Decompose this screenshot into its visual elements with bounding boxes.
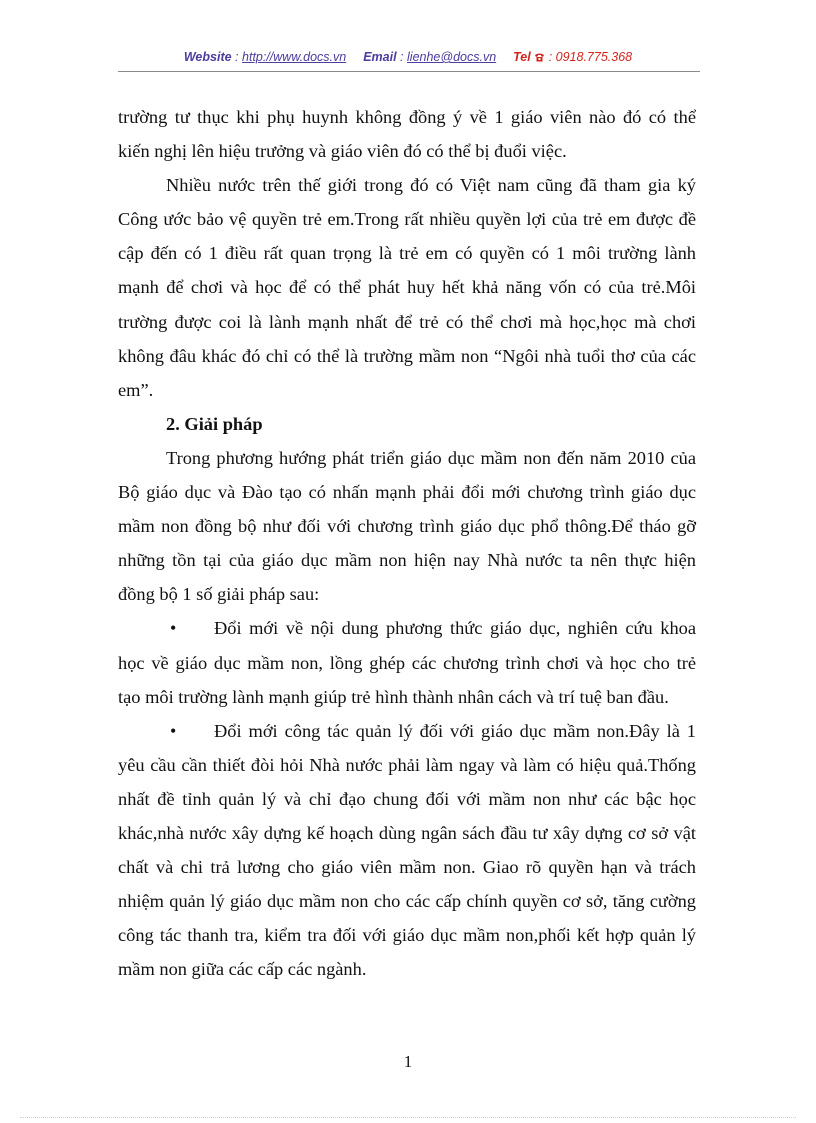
text-line: Bộ giáo dục và Đào tạo có nhấn mạnh phải đổi mới chương trình giáo dục xyxy=(118,482,696,503)
website-colon: : xyxy=(235,50,239,64)
bullet-icon: • xyxy=(170,720,177,741)
text-line: tạo môi trường lành mạnh giúp trẻ hình thành nhân cách và trí tuệ ban đầu. xyxy=(118,686,669,707)
text-line: nhất đề tỉnh quản lý và chỉ đạo chung đối với mầm non như các bậc học xyxy=(118,788,696,809)
document-body xyxy=(118,100,696,986)
text-line: mạnh để chơi và học để có thể phát huy hết khả năng vốn có của trẻ.Môi xyxy=(118,277,696,298)
text-line: Đổi mới về nội dung phương thức giáo dục, nghiên cứu khoa xyxy=(214,618,696,639)
tel-number: : 0918.775.368 xyxy=(548,50,633,64)
text-line: cập đến có 1 điều rất quan trọng là trẻ em có quyền có 1 môi trường lành xyxy=(118,243,696,264)
text-line: Nhiều nước trên thế giới trong đó có Việt nam cũng đã tham gia ký xyxy=(166,175,696,196)
paragraph-2 xyxy=(118,168,696,407)
section-heading: 2. Giải pháp xyxy=(166,413,263,434)
text-line: học về giáo dục mầm non, lồng ghép các chương trình chơi và học cho trẻ xyxy=(118,652,696,673)
text-line: Trong phương hướng phát triển giáo dục mầm non đến năm 2010 của xyxy=(166,447,696,468)
text-line: không đâu khác đó chỉ có thể là trường mầm non “Ngôi nhà tuổi thơ của các xyxy=(118,345,696,366)
text-line: Đổi mới công tác quản lý đối với giáo dục mầm non.Đây là 1 xyxy=(214,720,696,741)
email-label: Email xyxy=(363,50,397,64)
text-line: em”. xyxy=(118,379,154,400)
page-bottom-divider xyxy=(20,1117,796,1118)
page-header xyxy=(0,50,816,64)
text-line: nhiệm quản lý giáo dục mầm non cho các cấp chính quyền cơ sở, tăng cường xyxy=(118,891,696,912)
bullet-icon: • xyxy=(170,618,177,639)
text-line: yêu cầu cần thiết đòi hỏi Nhà nước phải làm ngay và làm có hiệu quả.Thống xyxy=(118,754,696,775)
text-line: những tồn tại của giáo dục mầm non hiện nay Nhà nước ta nên thực hiện xyxy=(118,550,696,571)
text-line: chất và chi trả lương cho giáo viên mầm non. Giao rõ quyền hạn và trách xyxy=(118,857,696,878)
paragraph-3 xyxy=(118,441,696,611)
text-line: công tác thanh tra, kiểm tra đối với giáo dục mầm non,phối kết hợp quản lý xyxy=(118,925,696,946)
text-line: mầm non đồng bộ như đối với chương trình giáo dục phổ thông.Để tháo gỡ xyxy=(118,516,696,537)
bullet-item-1 xyxy=(118,611,696,713)
text-line: trường được coi là lành mạnh nhất để trẻ có thể chơi mà học,học mà chơi xyxy=(118,311,696,332)
text-line: Công ước bảo vệ quyền trẻ em.Trong rất nhiều quyền lợi của trẻ em được đề xyxy=(118,209,696,230)
text-line: trường tư thục khi phụ huynh không đồng ý về 1 giáo viên nào đó có thể xyxy=(118,107,696,127)
paragraph-1 xyxy=(118,100,696,168)
tel-label: Tel xyxy=(513,50,531,64)
text-line: mầm non giữa các cấp các ngành. xyxy=(118,959,367,980)
text-line: khác,nhà nước xây dựng kế hoạch dùng ngân sách đầu tư xây dựng cơ sở vật xyxy=(118,822,696,843)
page-number: 1 xyxy=(403,1052,413,1071)
header-divider xyxy=(118,71,700,72)
website-label: Website xyxy=(183,50,232,64)
website-link[interactable]: http://www.docs.vn xyxy=(242,50,347,64)
bullet-item-2 xyxy=(118,714,696,987)
telephone-icon xyxy=(534,50,548,64)
text-line: kiến nghị lên hiệu trưởng và giáo viên đó có thể bị đuổi việc. xyxy=(118,141,567,162)
text-line: đồng bộ 1 số giải pháp sau: xyxy=(118,584,320,605)
email-link[interactable]: lienhe@docs.vn xyxy=(407,50,497,64)
email-colon: : xyxy=(400,50,404,64)
